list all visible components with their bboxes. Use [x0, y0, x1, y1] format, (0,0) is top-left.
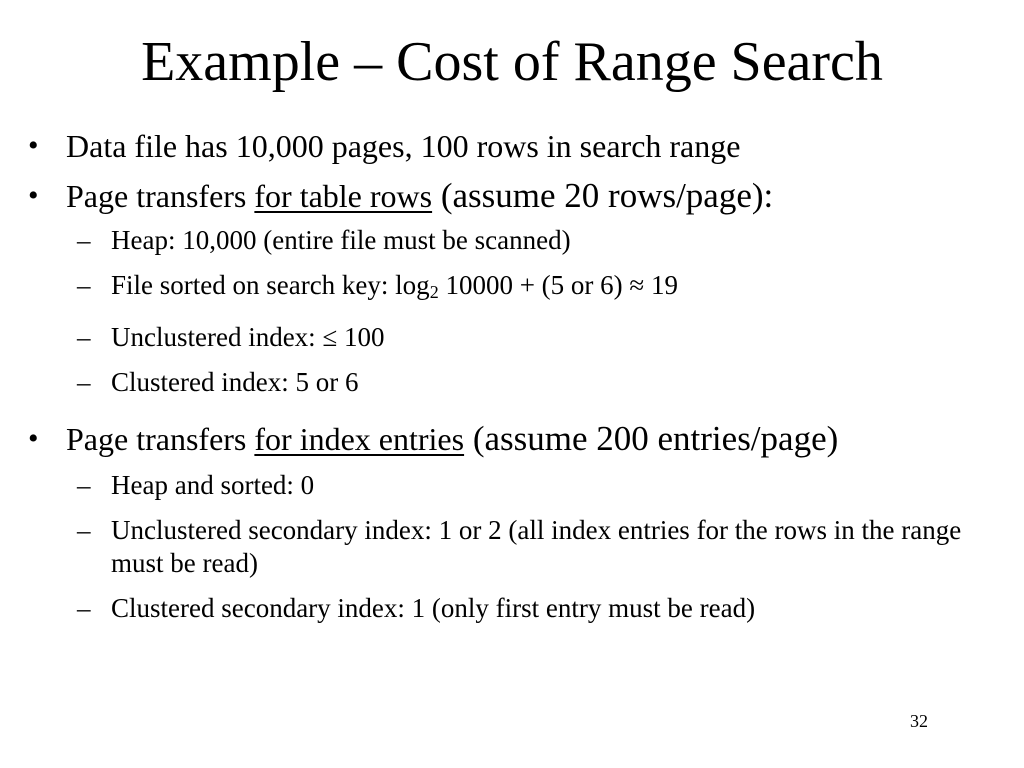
sub-bullet-sorted: [0, 269, 1024, 309]
sub-bullet-text: Heap and sorted: 0: [111, 470, 315, 500]
sub-bullet-unclustered-secondary: [0, 514, 1024, 580]
dash-icon: –: [77, 270, 91, 300]
sub-bullet-text: File sorted on search key: log: [111, 270, 430, 300]
sub-bullet-text-end: 10000 + (5 or 6) ≈ 19: [438, 270, 678, 300]
bullet-suffix: (assume 200 entries/page): [464, 419, 839, 458]
bullet-prefix: Page transfers: [66, 178, 255, 214]
dash-icon: –: [77, 593, 91, 623]
log-base-subscript: 2: [429, 282, 439, 302]
dash-icon: –: [77, 367, 91, 397]
bullet-prefix: Page transfers: [66, 421, 255, 457]
bullet-table-rows: [0, 174, 1024, 218]
dash-icon: –: [77, 470, 91, 500]
bullet-index-entries: [0, 417, 1024, 461]
sub-bullet-heap: [0, 224, 1024, 257]
sub-bullet-text: Clustered secondary index: 1 (only first entry must be read): [111, 593, 756, 623]
dash-icon: –: [77, 225, 91, 255]
dash-icon: –: [77, 322, 91, 352]
slide-title: Example – Cost of Range Search: [141, 31, 883, 93]
bullet-data-file: [0, 124, 1024, 168]
sub-bullet-heap-sorted: [0, 469, 1024, 502]
bullet-dot-icon: •: [28, 179, 39, 212]
bullet-underlined-phrase: for table rows: [254, 178, 433, 214]
bullet-suffix: (assume 20 rows/page):: [432, 176, 774, 215]
sub-bullet-text: Heap: 10,000 (entire file must be scanned): [111, 225, 571, 255]
bullet-text: Data file has 10,000 pages, 100 rows in search range: [66, 128, 741, 164]
page-number: 32: [910, 711, 928, 731]
bullet-list: [0, 124, 1024, 625]
bullet-underlined-phrase: for index entries: [254, 421, 465, 457]
sub-bullet-text: Unclustered index: ≤ 100: [111, 322, 385, 352]
sub-bullet-text: Unclustered secondary index: 1 or 2 (all index entries for the rows in the range must be read): [111, 515, 962, 578]
dash-icon: –: [77, 515, 91, 545]
bullet-dot-icon: •: [28, 129, 39, 162]
bullet-dot-icon: •: [28, 422, 39, 455]
sub-bullet-clustered-index: [0, 366, 1024, 399]
sub-bullet-clustered-secondary: [0, 592, 1024, 625]
sub-bullet-text: Clustered index: 5 or 6: [111, 367, 359, 397]
sub-bullet-unclustered-index: [0, 321, 1024, 354]
